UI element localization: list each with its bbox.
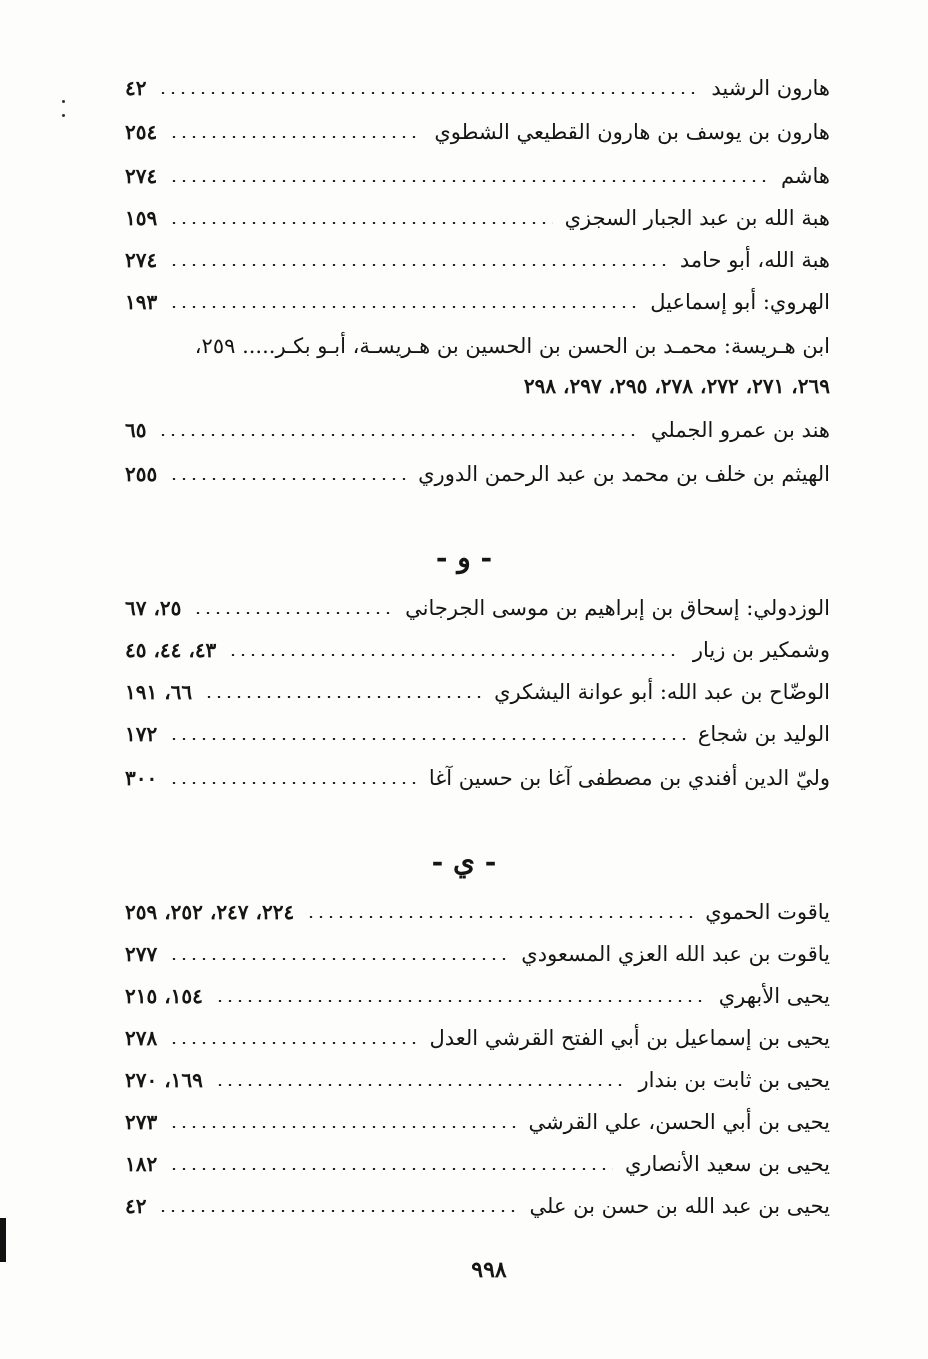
dot-leader [204,696,482,698]
index-entry [125,1186,830,1226]
entry-pages: ٢٧٤ [125,248,158,272]
entry-pages: ١٥٤، ٢١٥ [125,984,203,1008]
dot-leader [306,916,693,918]
entry-pages: ٢٧٨ [125,1026,158,1050]
entry-pages: ١٨٢ [125,1152,158,1176]
index-entry [125,282,830,322]
page-number: ٩٩٨ [471,1257,507,1283]
entry-name: هبة الله، أبو حامد [679,248,830,272]
dot-leader [169,1042,417,1044]
dot-leader [158,434,638,436]
entry-pages: ٢٧٧ [125,942,158,966]
dot-leader [228,654,681,656]
entry-pages: ٤٢ [125,1194,147,1218]
dot-leader [169,1126,516,1128]
entry-pages: ٦٦، ١٩١ [125,680,193,704]
index-entry [125,198,830,238]
entry-pages: ٢٧٣ [125,1110,158,1134]
entry-pages: ٢٢٤، ٢٤٧، ٢٥٢، ٢٥٩ [125,900,295,924]
wrapped-entry-line-1: ابن هـريسة: محمـد بن الحسن بن الحسين بن هـريسـة، أبـو بكـر..... ٢٥٩، [194,334,830,358]
entry-name: يحيى بن إسماعيل بن أبي الفتح القرشي العدل [429,1026,830,1050]
index-entry [125,1102,830,1142]
margin-speck [62,100,65,103]
dot-leader [193,612,393,614]
entry-name: يحيى بن ثابت بن بندار [638,1068,830,1092]
entry-name: ياقوت الحموي [705,900,830,924]
section-heading-waw: - و - [435,541,493,574]
entry-pages: ١٩٣ [125,290,158,314]
entry-pages: ١٥٩ [125,206,158,230]
dot-leader [169,306,638,308]
dot-leader [169,958,509,960]
entry-name: هند بن عمرو الجملي [650,418,830,442]
entry-name: يحيى بن عبد الله بن حسن بن علي [529,1194,830,1218]
index-entry [125,112,830,152]
entry-pages: ٢٧٤ [125,164,158,188]
entry-name: هارون بن يوسف بن هارون القطيعي الشطوي [434,120,830,144]
index-entry [125,68,830,108]
section-heading-ya: - ي - [431,845,497,878]
dot-leader [169,478,406,480]
index-entry [125,758,830,798]
dot-leader [169,222,552,224]
entry-name: الوزدولي: إسحاق بن إبراهيم بن موسى الجرجاني [405,596,830,620]
entry-pages: ٢٥٤ [125,120,158,144]
entry-pages: ٣٠٠ [125,766,158,790]
entry-name: يحيى الأبهري [718,984,830,1008]
dot-leader [158,1210,517,1212]
entry-name: يحيى بن سعيد الأنصاري [624,1152,830,1176]
index-entry [125,156,830,196]
entry-pages: ٢٥، ٦٧ [125,596,182,620]
index-entry [125,454,830,494]
dot-leader [169,180,769,182]
entry-pages: ٢٦٩، ٢٧١، ٢٧٢، ٢٧٨، ٢٩٥، ٢٩٧، ٢٩٨ [523,374,830,398]
index-entry [125,1018,830,1058]
entry-name: هاشم [780,164,830,188]
entry-pages: ١٦٩، ٢٧٠ [125,1068,203,1092]
entry-name: ياقوت بن عبد الله العزي المسعودي [521,942,830,966]
entry-name: الوليد بن شجاع [697,722,830,746]
entry-pages: ٤٢ [125,76,147,100]
index-entry [125,1144,830,1184]
index-entry [125,892,830,932]
entry-name: يحيى بن أبي الحسن، علي القرشي [528,1110,830,1134]
index-entry [125,588,830,628]
entry-name: وشمكير بن زيار [692,638,830,662]
entry-name: وليّ الدين أفندي بن مصطفى آغا بن حسين آغا [428,766,830,790]
dot-leader [169,136,422,138]
entry-name: الهيثم بن خلف بن محمد بن عبد الرحمن الدوري [418,462,830,486]
dot-leader [169,738,686,740]
entry-name: هارون الرشيد [711,76,830,100]
index-entry [125,630,830,670]
entry-name: الوضّاح بن عبد الله: أبو عوانة اليشكري [494,680,830,704]
index-entry [125,1060,830,1100]
index-entry [125,934,830,974]
dot-leader [215,1084,627,1086]
index-entry [125,976,830,1016]
index-entry [125,672,830,712]
dot-leader [169,782,417,784]
entry-pages: ٢٥٥ [125,462,158,486]
margin-speck [62,114,65,117]
index-entry [125,410,830,450]
dot-leader [215,1000,707,1002]
entry-name: هبة الله بن عبد الجبار السجزي [564,206,830,230]
index-entry [125,240,830,280]
index-entry [125,714,830,754]
entry-pages: ٤٣، ٤٤، ٤٥ [125,638,217,662]
entry-pages: ٦٥ [125,418,147,442]
entry-pages: ١٧٢ [125,722,158,746]
dot-leader [158,92,699,94]
dot-leader [169,1168,613,1170]
dot-leader [169,264,668,266]
wrapped-entry-line-2 [125,366,830,406]
entry-name: الهروي: أبو إسماعيل [650,290,830,314]
